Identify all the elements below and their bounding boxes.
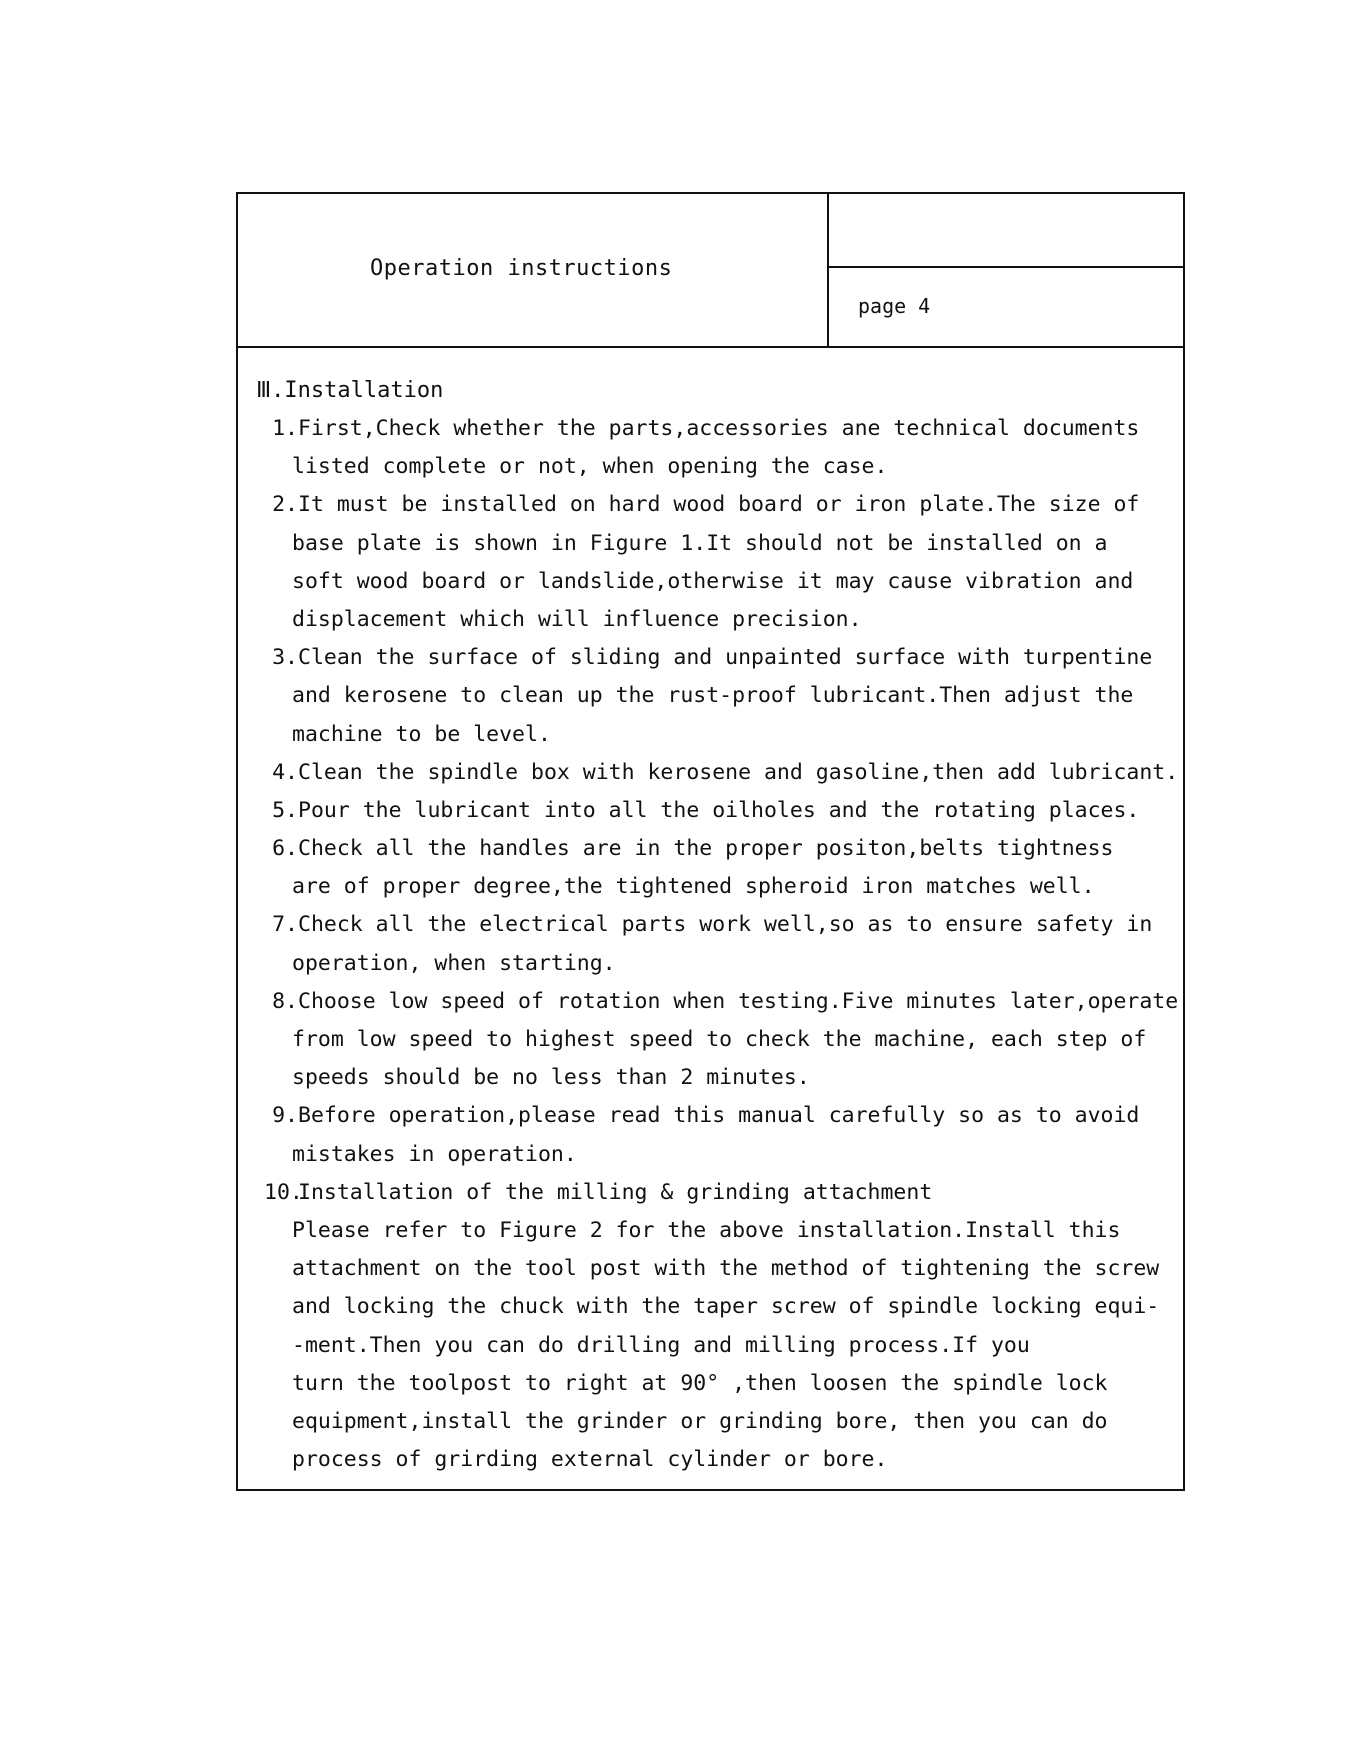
instruction-line — [256, 448, 1176, 486]
instruction-text: First,Check whether the parts,accessories ane technical documents — [298, 416, 1140, 441]
document-title: Operation instructions — [370, 256, 673, 281]
instruction-text: Pour the lubricant into all the oilholes and the rotating places. — [298, 797, 1140, 823]
instruction-number: 8. — [272, 988, 298, 1014]
instruction-number: 3. — [272, 645, 298, 671]
instruction-line — [256, 1441, 1176, 1479]
instruction-text: speeds should be no less than 2 minutes. — [292, 1065, 810, 1091]
instruction-first-line — [256, 792, 1176, 830]
instruction-line — [256, 1059, 1176, 1097]
instruction-line — [256, 525, 1176, 563]
page-indicator — [858, 294, 930, 318]
instruction-first-line — [256, 906, 1176, 944]
instruction-item — [256, 906, 1176, 982]
instruction-text: Before operation,please read this manual carefully so as to avoid — [298, 1103, 1140, 1129]
instruction-text: It must be installed on hard wood board or iron plate.The size of — [298, 492, 1140, 518]
header-blank-cell — [829, 194, 1183, 268]
instruction-first-line — [256, 486, 1176, 524]
sheet-header — [238, 194, 1183, 348]
instruction-sheet-frame — [236, 192, 1185, 1491]
instruction-text: attachment on the tool post with the method of tightening the screw — [292, 1256, 1160, 1282]
section-title: Ⅲ.Installation — [256, 378, 444, 403]
instruction-text: Check all the electrical parts work well,so as to ensure safety in — [298, 912, 1153, 938]
instruction-number: 7. — [272, 912, 298, 938]
instruction-item — [256, 792, 1176, 830]
sheet-body — [256, 372, 1179, 1479]
instruction-text: Installation of the milling & grinding attachment — [298, 1179, 933, 1205]
instruction-line — [256, 945, 1176, 983]
instruction-text: base plate is shown in Figure 1.It should not be installed on a — [292, 530, 1108, 556]
instruction-number: 1. — [272, 416, 298, 441]
instruction-line — [256, 1212, 1176, 1250]
instruction-text: process of grirding external cylinder or bore. — [292, 1447, 888, 1473]
page-number: 4 — [918, 294, 931, 318]
instruction-first-line — [256, 639, 1176, 677]
instruction-text: equipment,install the grinder or grinding bore, then you can do — [292, 1408, 1108, 1434]
instruction-first-line — [256, 983, 1179, 1021]
instruction-text: are of proper degree,the tightened spheroid iron matches well. — [292, 874, 1095, 900]
instruction-line — [256, 1327, 1176, 1365]
instruction-first-line — [256, 830, 1176, 868]
instruction-first-line — [256, 754, 1179, 792]
instruction-text: displacement which will influence precision. — [292, 606, 862, 632]
instruction-line — [256, 563, 1176, 601]
header-title-cell — [238, 194, 829, 346]
instruction-line — [256, 601, 1176, 639]
instruction-line — [256, 1288, 1176, 1326]
instruction-text: from low speed to highest speed to check the machine, each step of — [292, 1027, 1147, 1052]
instruction-item — [256, 639, 1176, 754]
instruction-line — [256, 868, 1176, 906]
instruction-text: mistakes in operation. — [292, 1141, 577, 1167]
instruction-text: turn the toolpost to right at 90° ,then loosen the spindle lock — [292, 1370, 1108, 1396]
instruction-item — [256, 983, 1179, 1098]
instruction-number: 6. — [272, 836, 298, 862]
instruction-item — [256, 1097, 1176, 1173]
instruction-number: 2. — [272, 492, 298, 518]
instruction-line — [256, 1365, 1176, 1403]
instruction-item — [256, 1174, 1176, 1480]
instruction-line — [256, 1403, 1176, 1441]
instruction-text: soft wood board or landslide,otherwise it may cause vibration and — [292, 568, 1134, 594]
instruction-line — [256, 1021, 1176, 1059]
instruction-text: Clean the spindle box with kerosene and gasoline,then add lubricant. — [298, 759, 1179, 785]
instruction-text: -ment.Then you can do drilling and milling process.If you — [292, 1332, 1030, 1358]
instruction-text: machine to be level. — [292, 721, 551, 747]
instruction-text: Choose low speed of rotation when testing.Five minutes later,operate — [298, 988, 1179, 1014]
instruction-item — [256, 486, 1176, 639]
instruction-text: listed complete or not, when opening the case. — [292, 454, 888, 480]
instruction-line — [256, 677, 1176, 715]
instruction-number: 9. — [272, 1103, 298, 1129]
instruction-item — [256, 410, 1176, 486]
instruction-first-line — [256, 1174, 1176, 1212]
instruction-list — [256, 410, 1179, 1479]
instruction-text: and kerosene to clean up the rust-proof lubricant.Then adjust the — [292, 683, 1134, 709]
instruction-first-line — [256, 410, 1176, 448]
instruction-item — [256, 754, 1179, 792]
instruction-text: operation, when starting. — [292, 950, 616, 976]
instruction-text: Please refer to Figure 2 for the above installation.Install this — [292, 1217, 1121, 1243]
instruction-item — [256, 830, 1176, 906]
instruction-line — [256, 716, 1176, 754]
instruction-first-line — [256, 1097, 1176, 1135]
instruction-text: and locking the chuck with the taper screw of spindle locking equi- — [292, 1294, 1160, 1320]
instruction-number: 10. — [264, 1179, 303, 1205]
instruction-number: 5. — [272, 797, 298, 823]
instruction-text: Check all the handles are in the proper positon,belts tightness — [298, 836, 1114, 862]
page-label: page — [858, 294, 907, 318]
instruction-number: 4. — [272, 759, 298, 785]
instruction-line — [256, 1136, 1176, 1174]
instruction-line — [256, 1250, 1176, 1288]
instruction-text: Clean the surface of sliding and unpainted surface with turpentine — [298, 645, 1153, 671]
